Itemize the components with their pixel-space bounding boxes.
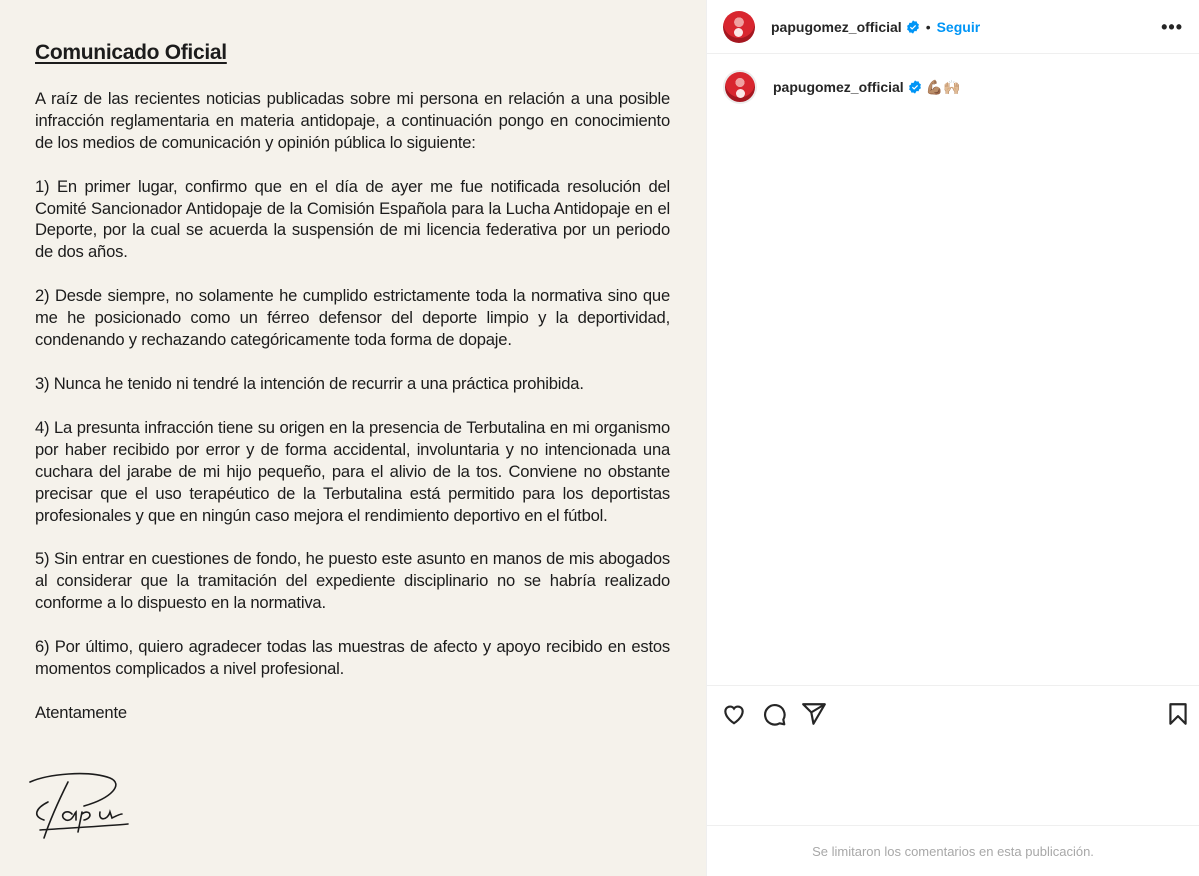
more-options-icon[interactable]: •••: [1161, 16, 1183, 37]
author-avatar[interactable]: [723, 11, 755, 43]
paragraph-5: 5) Sin entrar en cuestiones de fondo, he puesto este asunto en manos de mis abogados al considerar que la tramitación del expediente disciplinario no se habría realizado conforme a lo dispuesto en la normativa.: [35, 549, 670, 613]
author-username[interactable]: papugomez_official: [771, 18, 902, 35]
follow-button[interactable]: Seguir: [936, 18, 981, 35]
statement-document: [35, 42, 670, 746]
paragraph-1: 1) En primer lugar, confirmo que en el día de ayer me fue notificada resolución del Comité Sancionador Antidopaje de la Comisión Española para la Lucha Antidopaje en el Deporte, por la cual se acuerda la suspensión de mi licencia federativa por un periodo de dos años.: [35, 176, 670, 262]
paragraph-6: 6) Por último, quiero agradecer todas las muestras de afecto y apoyo recibido en estos momentos complicados a nivel profesional.: [35, 637, 670, 679]
heart-icon[interactable]: [721, 701, 747, 727]
caption-avatar[interactable]: [723, 70, 757, 104]
caption-emojis: 💪🏽🙌🏼: [925, 78, 961, 95]
document-title: Comunicado Oficial: [35, 41, 227, 64]
separator-dot: •: [925, 18, 931, 35]
verified-badge-icon: [908, 80, 922, 94]
paragraph-3: 3) Nunca he tenido ni tendré la intención de recurrir a una práctica prohibida.: [35, 373, 584, 393]
comments-limited-notice: Se limitaron los comentarios en esta publicación.: [707, 825, 1199, 876]
closing-text: Atentamente: [35, 702, 127, 722]
share-icon[interactable]: [801, 701, 827, 727]
paragraph-2: 2) Desde siempre, no solamente he cumplido estrictamente toda la normativa sino que me he posicionado como un férreo defensor del deporte limpio y la deportividad, condenando y rechazando categóricamente toda forma de dopaje.: [35, 286, 670, 350]
action-bar: [707, 685, 1199, 741]
bookmark-icon[interactable]: [1165, 701, 1191, 727]
comment-icon[interactable]: [761, 701, 787, 727]
post-side-panel: [706, 0, 1199, 876]
signature: [28, 772, 138, 840]
paragraph-intro: A raíz de las recientes noticias publicadas sobre mi persona en relación a una posible infracción reglamentaria en materia antidopaje, a continuación pongo en conocimiento de los medios de comunicación y opinión pública lo siguiente:: [35, 88, 670, 152]
post-header: [707, 0, 1199, 54]
verified-badge-icon: [906, 20, 920, 34]
paragraph-4: 4) La presunta infracción tiene su origen en la presencia de Terbutalina en mi organismo por haber recibido por error y de forma accidental, involuntaria y no intencionada una cuchara del jarabe de mi hijo pequeño, para el alivio de la tos. Conviene no obstante precisar que el uso terapéutico de la Terbutalina está permitido para los deportistas profesionales y que en ningún caso mejora el rendimiento deportivo en el fútbol.: [35, 417, 670, 525]
caption-username[interactable]: papugomez_official: [773, 79, 904, 95]
post-caption: [707, 54, 1199, 104]
